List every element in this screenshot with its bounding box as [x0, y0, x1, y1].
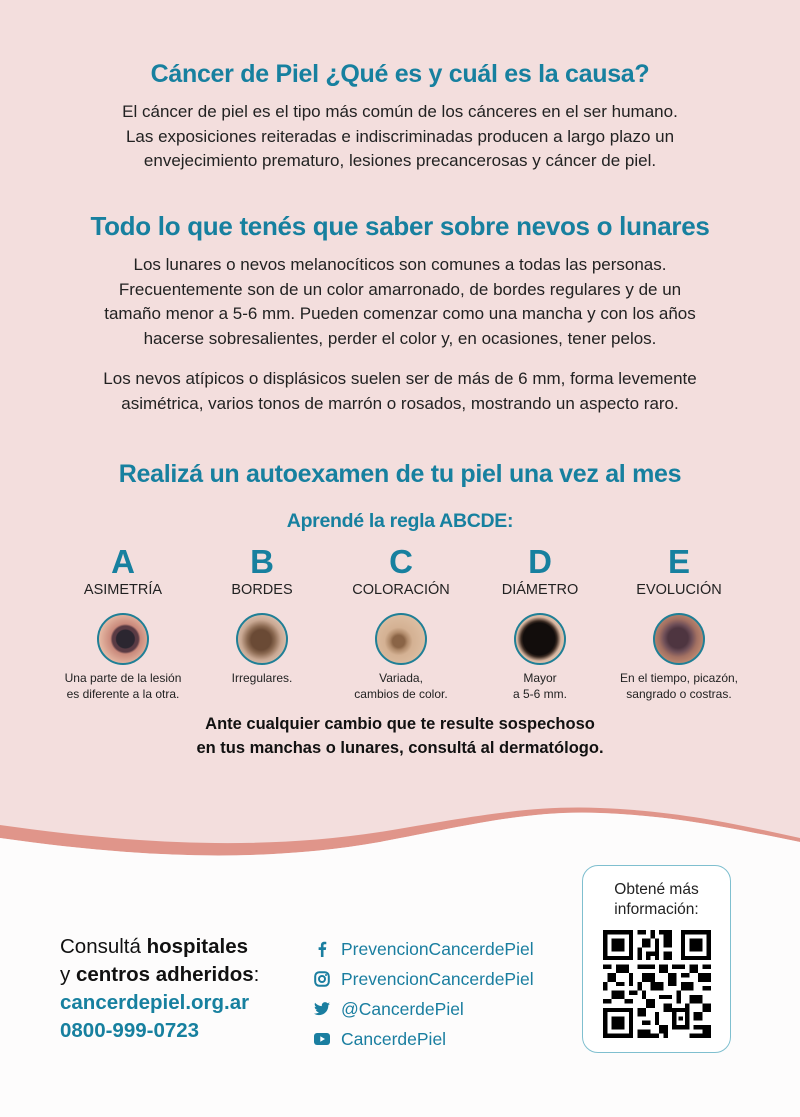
- rule-b: [182, 545, 342, 687]
- section1-title: Cáncer de Piel ¿Qué es y cuál es la causa?: [150, 60, 650, 88]
- text-line: tamaño menor a 5-6 mm. Pueden comenzar como una mancha y con los años: [104, 304, 696, 323]
- centers-text: centros adheridos: [75, 963, 254, 986]
- social-label: @CancerdePiel: [341, 998, 464, 1019]
- dermatologist-warning: [0, 712, 800, 760]
- phone-number[interactable]: 0800-999-0723: [60, 1019, 200, 1042]
- section3-title: Realizá un autoexamen de tu piel una vez al mes: [118, 460, 682, 488]
- text-line: El cáncer de piel es el tipo más común de los cánceres en el ser humano.: [122, 102, 678, 121]
- consult-line1: [60, 933, 259, 961]
- social-label: PrevencionCancerdePiel: [341, 968, 534, 989]
- desc-line: es diferente a la otra.: [66, 686, 180, 701]
- rule-desc: [182, 671, 342, 687]
- warning-line: en tus manchas o lunares, consultá al dermatólogo.: [196, 739, 604, 757]
- consult-text: y: [60, 963, 76, 986]
- rule-name: BORDES: [231, 582, 293, 598]
- website-link[interactable]: cancerdepiel.org.ar: [60, 991, 250, 1014]
- mole-image-borders: [236, 613, 288, 665]
- twitter-icon: [314, 1001, 330, 1017]
- mole-image-evolution: [653, 613, 705, 665]
- text-line: Los nevos atípicos o displásicos suelen ser de más de 6 mm, forma levemente: [103, 369, 697, 388]
- youtube-icon: [314, 1031, 330, 1047]
- rule-desc: [321, 671, 481, 702]
- rule-e: [599, 545, 759, 702]
- rule-letter: A: [111, 543, 135, 580]
- qr-title-line: información:: [614, 901, 699, 918]
- section2-title: Todo lo que tenés que saber sobre nevos o lunares: [90, 211, 710, 241]
- qr-info-box: [582, 865, 731, 1053]
- mole-image-asymmetry: [97, 613, 149, 665]
- desc-line: sangrado o costras.: [626, 686, 732, 701]
- text-line: envejecimiento prematuro, lesiones precancerosas y cáncer de piel.: [143, 151, 657, 170]
- rule-d: [460, 545, 620, 702]
- desc-line: Irregulares.: [231, 671, 293, 685]
- desc-line: Variada,: [379, 671, 423, 685]
- section1-text: [0, 100, 800, 174]
- consult-text: :: [253, 963, 260, 986]
- desc-line: Mayor: [523, 671, 557, 685]
- rule-name: COLORACIÓN: [352, 582, 450, 598]
- consult-line2: [60, 961, 259, 989]
- desc-line: cambios de color.: [354, 686, 448, 701]
- text-line: Las exposiciones reiteradas e indiscriminadas producen a largo plazo un: [125, 126, 675, 146]
- rule-letter: C: [389, 543, 413, 580]
- rule-letter: E: [667, 543, 690, 580]
- social-youtube[interactable]: [314, 1024, 534, 1054]
- rule-letter: D: [528, 543, 552, 580]
- text-line: Frecuentemente son de un color amarronado, de bordes regulares y de un: [118, 279, 682, 299]
- qr-code[interactable]: [603, 930, 711, 1038]
- facebook-icon: [314, 941, 330, 957]
- social-label: CancerdePiel: [341, 1028, 447, 1049]
- social-instagram[interactable]: [314, 964, 534, 994]
- mole-image-diameter: [514, 613, 566, 665]
- rule-a: [43, 545, 203, 702]
- qr-title: [583, 880, 730, 920]
- rule-name: EVOLUCIÓN: [636, 582, 722, 598]
- rule-desc: [460, 671, 620, 702]
- rule-desc: [599, 671, 759, 702]
- instagram-icon: [314, 971, 330, 987]
- abcde-rules: [0, 543, 800, 701]
- section2-paragraph2: [0, 367, 800, 416]
- rule-name: DIÁMETRO: [501, 582, 579, 598]
- mole-image-coloration: [375, 613, 427, 665]
- social-label: PrevencionCancerdePiel: [341, 938, 534, 959]
- desc-line: En el tiempo, picazón,: [619, 671, 739, 685]
- qr-title-line: Obtené más: [614, 881, 699, 898]
- desc-line: a 5-6 mm.: [512, 686, 567, 701]
- social-links: [314, 934, 534, 1054]
- desc-line: Una parte de la lesión: [64, 671, 182, 685]
- hospitals-text: hospitales: [146, 935, 248, 958]
- rule-desc: [43, 671, 203, 702]
- text-line: hacerse sobresalientes, perder el color y, en ocasiones, tener pelos.: [143, 328, 657, 348]
- consult-text: Consultá: [60, 935, 147, 958]
- text-line: Los lunares o nevos melanocíticos son comunes a todas las personas.: [133, 255, 667, 274]
- social-facebook[interactable]: [314, 934, 534, 964]
- consult-block: [60, 933, 259, 1045]
- rule-c: [321, 545, 481, 702]
- section2-paragraph1: [0, 253, 800, 351]
- rule-letter: B: [250, 543, 274, 580]
- warning-line: Ante cualquier cambio que te resulte sospechoso: [205, 715, 595, 733]
- rule-name: ASIMETRÍA: [83, 582, 163, 598]
- text-line: asimétrica, varios tonos de marrón o rosados, mostrando un aspecto raro.: [121, 393, 679, 413]
- abcde-subtitle: Aprendé la regla ABCDE:: [286, 510, 514, 532]
- social-twitter[interactable]: [314, 994, 534, 1024]
